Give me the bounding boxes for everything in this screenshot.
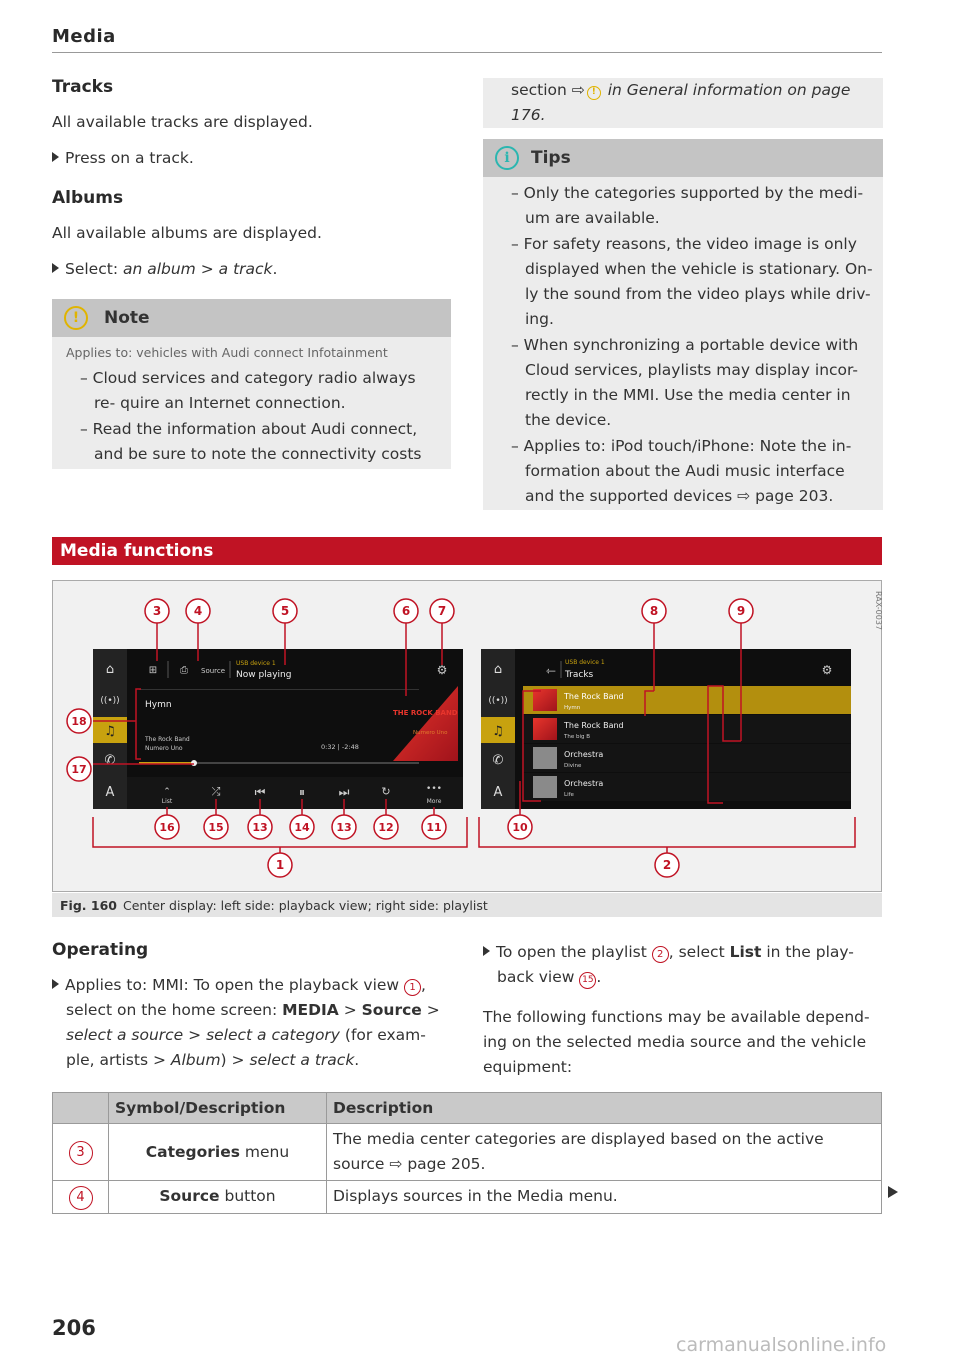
svg-text:11: 11: [426, 821, 442, 834]
table-cell: Source button: [109, 1181, 327, 1214]
repeat-icon: ↻: [381, 785, 391, 798]
note-title: Note: [104, 308, 150, 328]
source-label: Source: [201, 667, 226, 675]
row-title: Orchestra: [564, 779, 604, 788]
figure-code: RAX-0037: [874, 591, 883, 631]
svg-text:8: 8: [649, 604, 659, 618]
callout-10: [508, 815, 532, 839]
phone-icon: ✆: [492, 753, 504, 768]
svg-text:7: 7: [437, 604, 447, 618]
svg-text:18: 18: [71, 715, 87, 728]
nav-icon: A: [493, 785, 503, 800]
time-readout: 0:32 | -2:48: [321, 743, 359, 751]
albums-heading: Albums: [52, 188, 124, 208]
shuffle-icon: ⤮: [211, 785, 221, 798]
callout-17: [67, 757, 91, 781]
figure-caption-text: Center display: left side: playback view; right side: playlist: [122, 897, 488, 913]
row-sub: Life: [564, 792, 574, 798]
note-applies: Applies to: vehicles with Audi connect Infotainment: [66, 345, 388, 360]
row-title: The Rock Band: [564, 721, 624, 730]
operating-heading: Operating: [52, 940, 149, 960]
header-rule: [52, 52, 882, 53]
callout-ref: 1: [404, 979, 421, 996]
continued-text: section ⇨ ! in General information on page 176.: [511, 81, 851, 124]
svg-text:17: 17: [71, 763, 87, 776]
table-row: [53, 1181, 882, 1214]
callout-6: [394, 599, 418, 623]
figure-number: Fig. 160: [60, 897, 117, 913]
home-icon: ⌂: [493, 662, 503, 677]
tracks-desc: All available tracks are displayed.: [52, 113, 313, 131]
track-title: Hymn: [145, 700, 172, 710]
svg-text:5: 5: [280, 604, 290, 618]
continued-box: [483, 78, 883, 128]
callout-7: [430, 599, 454, 623]
tip-item: – Only the categories supported by the medi- um are available.: [511, 184, 864, 227]
note-box: [52, 299, 451, 469]
svg-text:12: 12: [378, 821, 394, 834]
callout-8: [642, 599, 666, 623]
row-sub: Hymn: [564, 705, 581, 711]
note-header: [52, 299, 451, 337]
row-art: [533, 718, 557, 740]
svg-text:1: 1: [275, 858, 285, 872]
radio-icon: ((•)): [488, 696, 508, 706]
tracks-heading: Tracks: [52, 77, 114, 97]
more-label: More: [426, 798, 442, 805]
callout-18: [67, 709, 91, 733]
tips-title: Tips: [531, 148, 571, 168]
categories-icon: ⊞: [148, 665, 158, 676]
album-art-sub: Numero Uno: [413, 730, 448, 736]
continue-arrow-icon: [888, 1186, 898, 1198]
functions-table: [52, 1092, 882, 1214]
radio-icon: ((•)): [100, 696, 120, 706]
svg-text:6: 6: [401, 604, 411, 618]
svg-text:3: 3: [152, 604, 162, 618]
callout-16: [155, 815, 179, 839]
callout-13a: [248, 815, 272, 839]
table-header: Description: [327, 1093, 882, 1124]
playlist-title: Tracks: [565, 670, 594, 680]
operating-step-1: Applies to: MMI: To open the playback view 1 , select on the home screen: MEDIA > Source > select a source > select a category (for exam- ple, artists > Album) > select a track.: [52, 973, 452, 1073]
nav-icon: A: [105, 785, 115, 800]
row-art: [533, 689, 557, 711]
next-icon: ⏭: [338, 785, 350, 799]
info-icon: i: [495, 146, 519, 170]
artist-name: The Rock Band: [145, 736, 190, 743]
callout-ref: 2: [652, 946, 669, 963]
note-ref-icon: !: [587, 86, 601, 100]
watermark: carmanualsonline.info: [676, 1334, 887, 1356]
note-item: – Read the information about Audi connect, and be sure to note the connectivity costs: [80, 420, 422, 463]
step-bullet-icon: [52, 152, 59, 162]
album-art-text: THE ROCK BAND: [393, 709, 458, 717]
row-sub: The big B: [564, 734, 591, 740]
page-number: 206: [52, 1316, 96, 1340]
home-icon: ⌂: [105, 662, 115, 677]
section-title: Media functions: [52, 537, 882, 565]
operating-para: The following functions may be available depend- ing on the selected media source and the vehicle equipment:: [483, 1008, 870, 1076]
tips-header: [483, 139, 883, 177]
callout-ref: 3: [69, 1141, 93, 1165]
step-bullet-icon: [52, 979, 59, 989]
running-header: Media: [52, 26, 116, 47]
list-label: List: [161, 798, 173, 805]
usb-icon: ⎙: [180, 665, 188, 676]
callout-4: [186, 599, 210, 623]
row-sub: Divine: [564, 763, 582, 769]
figure-160: [52, 580, 882, 892]
callout-5: [273, 599, 297, 623]
note-music-icon: ♫: [492, 724, 504, 739]
callout-12: [374, 815, 398, 839]
step-bullet-icon: [52, 263, 59, 273]
svg-text:9: 9: [736, 604, 746, 618]
table-cell: The media center categories are displayed based on the active source ⇨ page 205.: [327, 1124, 882, 1181]
tracks-step: Press on a track.: [52, 146, 452, 171]
tip-item: – Applies to: iPod touch/iPhone: Note the in- formation about the Audi music interface and the supported devices ⇨ page 203.: [511, 437, 852, 505]
callout-11: [422, 815, 446, 839]
back-arrow-icon: ⇽: [545, 664, 557, 678]
table-header: Symbol/Description: [109, 1093, 327, 1124]
callout-13b: [332, 815, 356, 839]
row-art: [533, 747, 557, 769]
callout-3: [145, 599, 169, 623]
svg-text:2: 2: [662, 858, 672, 872]
more-dots-icon: •••: [426, 784, 442, 794]
pause-icon: ⏸: [298, 785, 306, 799]
row-art: [533, 776, 557, 798]
svg-text:10: 10: [512, 821, 528, 834]
table-cell: Categories menu: [109, 1124, 327, 1181]
table-cell: Displays sources in the Media menu.: [327, 1181, 882, 1214]
note-item: – Cloud services and category radio always re- quire an Internet connection.: [80, 369, 416, 412]
settings-icon: ⚙: [821, 663, 833, 677]
figure-caption: [52, 893, 882, 917]
callout-15: [204, 815, 228, 839]
device-label: USB device 1: [236, 660, 276, 667]
callout-2: [655, 853, 679, 877]
step-bullet-icon: [483, 946, 490, 956]
row-title: The Rock Band: [564, 692, 624, 701]
operating-step-2: To open the playlist 2 , select List in the play- back view 15 .: [483, 940, 883, 990]
list-chevron-icon: ⌃: [163, 787, 171, 797]
svg-text:16: 16: [159, 821, 175, 834]
settings-icon: ⚙: [436, 663, 448, 677]
phone-icon: ✆: [104, 753, 116, 768]
tip-item: – When synchronizing a portable device with Cloud services, playlists may display incor- rectly in the MMI. Use the media center in the device.: [511, 336, 859, 429]
row-title: Orchestra: [564, 750, 604, 759]
svg-text:13: 13: [336, 821, 352, 834]
center-display-illustration: [53, 581, 883, 893]
previous-icon: ⏮: [254, 785, 266, 799]
album-name: Numero Uno: [145, 745, 183, 752]
playlist-device-label: USB device 1: [565, 659, 605, 666]
table-cell: [53, 1124, 109, 1181]
callout-ref: 4: [69, 1186, 93, 1210]
table-cell: [53, 1181, 109, 1214]
callout-ref: 15: [579, 972, 596, 989]
table-row: [53, 1124, 882, 1181]
callout-1: [268, 853, 292, 877]
table-header: [53, 1093, 109, 1124]
svg-text:14: 14: [294, 821, 310, 834]
svg-text:15: 15: [208, 821, 224, 834]
now-playing-label: Now playing: [236, 670, 292, 680]
tip-item: – For safety reasons, the video image is only displayed when the vehicle is stationary. On- ly the sound from the video plays while driv- ing.: [511, 235, 873, 328]
svg-text:13: 13: [252, 821, 268, 834]
callout-14: [290, 815, 314, 839]
callout-9: [729, 599, 753, 623]
progress-knob: [191, 760, 197, 766]
albums-desc: All available albums are displayed.: [52, 224, 322, 242]
note-music-icon: ♫: [104, 724, 116, 739]
tips-box: [483, 139, 883, 510]
exclamation-icon: !: [64, 306, 88, 330]
svg-text:4: 4: [193, 604, 203, 618]
albums-step: Select: an album > a track.: [52, 257, 452, 282]
